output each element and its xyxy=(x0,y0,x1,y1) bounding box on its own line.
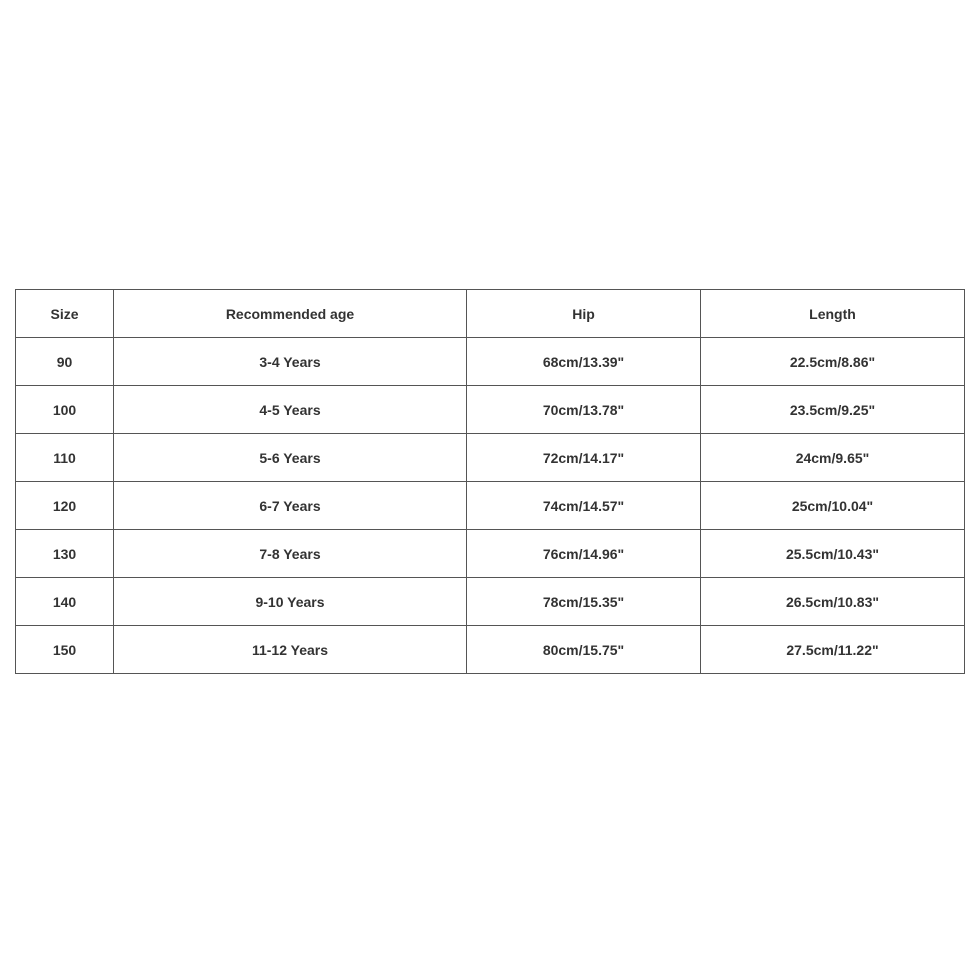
cell-size: 100 xyxy=(16,386,114,434)
cell-hip: 72cm/14.17" xyxy=(467,434,701,482)
cell-age: 6-7 Years xyxy=(114,482,467,530)
header-row xyxy=(16,290,965,338)
header-length: Length xyxy=(701,290,965,338)
cell-length: 27.5cm/11.22" xyxy=(701,626,965,674)
cell-hip: 80cm/15.75" xyxy=(467,626,701,674)
cell-age: 11-12 Years xyxy=(114,626,467,674)
table-body xyxy=(16,338,965,674)
table-row xyxy=(16,386,965,434)
table-row xyxy=(16,434,965,482)
table-row xyxy=(16,530,965,578)
table-row xyxy=(16,626,965,674)
size-chart-table xyxy=(15,289,965,674)
cell-size: 150 xyxy=(16,626,114,674)
cell-size: 140 xyxy=(16,578,114,626)
table-row xyxy=(16,578,965,626)
table-row xyxy=(16,482,965,530)
cell-age: 7-8 Years xyxy=(114,530,467,578)
cell-length: 24cm/9.65" xyxy=(701,434,965,482)
cell-hip: 76cm/14.96" xyxy=(467,530,701,578)
cell-age: 3-4 Years xyxy=(114,338,467,386)
cell-length: 25.5cm/10.43" xyxy=(701,530,965,578)
cell-size: 110 xyxy=(16,434,114,482)
cell-hip: 70cm/13.78" xyxy=(467,386,701,434)
cell-size: 130 xyxy=(16,530,114,578)
header-hip: Hip xyxy=(467,290,701,338)
cell-size: 120 xyxy=(16,482,114,530)
cell-age: 4-5 Years xyxy=(114,386,467,434)
cell-length: 25cm/10.04" xyxy=(701,482,965,530)
cell-hip: 74cm/14.57" xyxy=(467,482,701,530)
cell-length: 26.5cm/10.83" xyxy=(701,578,965,626)
cell-size: 90 xyxy=(16,338,114,386)
cell-length: 23.5cm/9.25" xyxy=(701,386,965,434)
header-recommended-age: Recommended age xyxy=(114,290,467,338)
table-row xyxy=(16,338,965,386)
cell-length: 22.5cm/8.86" xyxy=(701,338,965,386)
cell-age: 5-6 Years xyxy=(114,434,467,482)
header-size: Size xyxy=(16,290,114,338)
cell-hip: 78cm/15.35" xyxy=(467,578,701,626)
cell-hip: 68cm/13.39" xyxy=(467,338,701,386)
table-header xyxy=(16,290,965,338)
cell-age: 9-10 Years xyxy=(114,578,467,626)
